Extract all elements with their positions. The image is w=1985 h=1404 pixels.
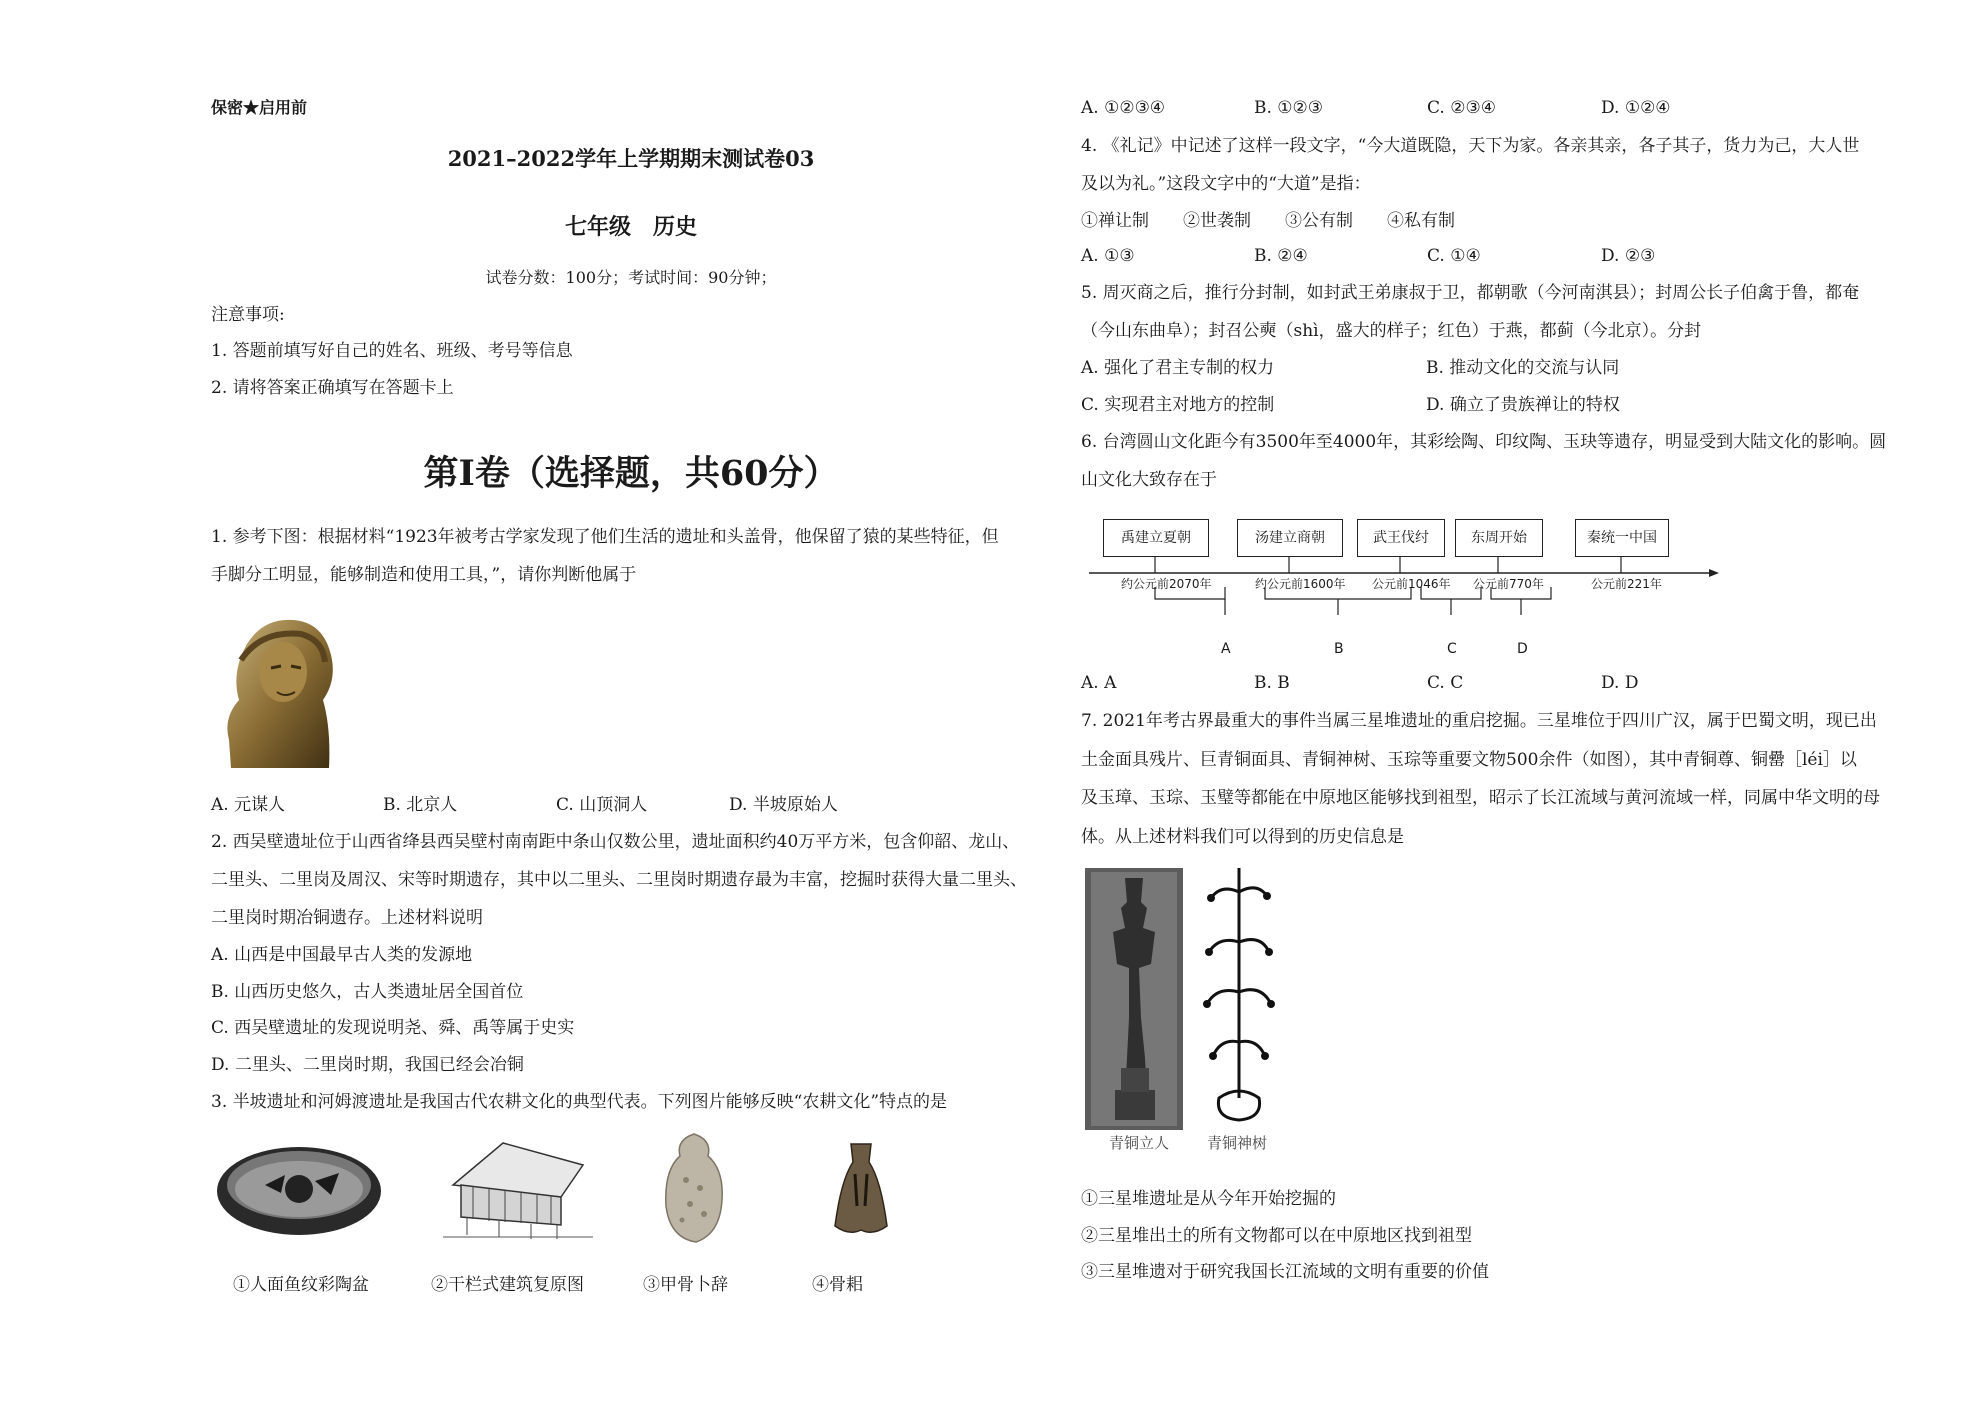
- q5-stem-line1: 5. 周灭商之后，推行分封制，如封武王弟康叔于卫，都朝歌（今河南淇县）；封周公长子伯禽于鲁，都奄: [1081, 283, 1860, 303]
- timeline-segment-c: C: [1447, 641, 1457, 657]
- q5-option-b: B. 推动文化的交流与认同: [1426, 358, 1620, 378]
- q1-option-c: C. 山顶洞人: [556, 795, 648, 815]
- q5-option-c: C. 实现君主对地方的控制: [1081, 395, 1275, 415]
- q1-option-a: A. 元谋人: [211, 795, 286, 815]
- notice-item-1: 1. 答题前填写好自己的姓名、班级、考号等信息: [211, 341, 573, 361]
- timeline-event-1: 禹建立夏朝: [1103, 519, 1209, 557]
- q3-caption-2: ②干栏式建筑复原图: [431, 1275, 584, 1295]
- q3-caption-4: ④骨耜: [812, 1275, 863, 1295]
- q5-option-a: A. 强化了君主专制的权力: [1081, 358, 1275, 378]
- q2-option-d: D. 二里头、二里岗时期，我国已经会冶铜: [211, 1055, 524, 1075]
- q4-items: ①禅让制 ②世袭制 ③公有制 ④私有制: [1081, 211, 1455, 231]
- q7-stem-line2: 土金面具残片、巨青铜面具、青铜神树、玉琮等重要文物500余件（如图），其中青铜尊、铜罍［léi］以: [1081, 750, 1857, 770]
- q3-option-c: C. ②③④: [1427, 98, 1496, 118]
- q4-stem-line2: 及以为礼。”这段文字中的“大道”是指：: [1081, 174, 1371, 194]
- q6-timeline: [1081, 515, 1721, 665]
- q1-option-b: B. 北京人: [383, 795, 458, 815]
- q6-option-b: B. B: [1254, 673, 1290, 693]
- q7-stem-line1: 7. 2021年考古界最重大的事件当属三星堆遗址的重启挖掘。三星堆位于四川广汉，属于巴蜀文明，现已出: [1081, 711, 1877, 731]
- q3-option-a: A. ①②③④: [1081, 98, 1166, 118]
- timeline-date-3: 公元前1046年: [1372, 577, 1451, 591]
- section-title: 第Ⅰ卷（选择题，共60分）: [423, 453, 839, 494]
- oracle-bone-image: [654, 1130, 734, 1245]
- q4-option-a: A. ①③: [1081, 246, 1135, 266]
- q1-stem-line2: 手脚分工明显，能够制造和使用工具，”，请你判断他属于: [211, 565, 637, 585]
- painted-pottery-basin-image: [215, 1145, 383, 1237]
- notice-item-2: 2. 请将答案正确填写在答题卡上: [211, 378, 454, 398]
- q7-stem-line3: 及玉璋、玉琮、玉璧等都能在中原地区能够找到祖型，昭示了长江流域与黄河流域一样，同属中华文明的母: [1081, 788, 1880, 808]
- q3-caption-3: ③甲骨卜辞: [643, 1275, 728, 1295]
- q6-stem-line1: 6. 台湾圆山文化距今有3500年至4000年，其彩绘陶、印纹陶、玉玦等遗存，明显受到大陆文化的影响。圆: [1081, 432, 1887, 452]
- q5-option-d: D. 确立了贵族禅让的特权: [1426, 395, 1620, 415]
- q3-caption-1: ①人面鱼纹彩陶盆: [233, 1275, 369, 1295]
- q3-option-b: B. ①②③: [1254, 98, 1324, 118]
- timeline-event-3: 武王伐纣: [1357, 519, 1445, 557]
- q7-caption-2: 青铜神树: [1207, 1134, 1268, 1152]
- peking-man-bust-image: [211, 600, 341, 768]
- secret-label: 保密★启用前: [211, 98, 308, 117]
- timeline-date-4: 公元前770年: [1473, 577, 1544, 591]
- bronze-standing-figure-image: [1085, 868, 1183, 1130]
- q6-option-d: D. D: [1601, 673, 1639, 693]
- stilt-house-image: [443, 1135, 593, 1240]
- notice-title: 注意事项:: [211, 305, 285, 325]
- q7-stem-line4: 体。从上述材料我们可以得到的历史信息是: [1081, 827, 1404, 847]
- timeline-segment-a: A: [1221, 641, 1231, 657]
- q6-option-c: C. C: [1427, 673, 1464, 693]
- q2-stem-line1: 2. 西吴壁遗址位于山西省绛县西吴壁村南南距中条山仅数公里，遗址面积约40万平方米，包含仰韶、龙山、: [211, 832, 1020, 852]
- q6-option-a: A. A: [1081, 673, 1117, 693]
- q2-stem-line3: 二里岗时期冶铜遗存。上述材料说明: [211, 908, 483, 928]
- timeline-date-5: 公元前221年: [1591, 577, 1662, 591]
- q4-stem-line1: 4. 《礼记》中记述了这样一段文字，“今大道既隐，天下为家。各亲其亲，各子其子，货力为己，大人世: [1081, 136, 1860, 156]
- bronze-sacred-tree-image: [1199, 862, 1279, 1124]
- q3-stem: 3. 半坡遗址和河姆渡遗址是我国古代农耕文化的典型代表。下列图片能够反映“农耕文化”特点的是: [211, 1092, 948, 1112]
- q6-stem-line2: 山文化大致存在于: [1081, 470, 1217, 490]
- bone-spade-image: [821, 1140, 901, 1240]
- q4-option-b: B. ②④: [1254, 246, 1308, 266]
- timeline-date-1: 约公元前2070年: [1121, 577, 1212, 591]
- q2-option-a: A. 山西是中国最早古人类的发源地: [211, 945, 473, 965]
- q2-stem-line2: 二里头、二里岗及周汉、宋等时期遗存，其中以二里头、二里岗时期遗存最为丰富，挖掘时获得大量二里头、: [211, 870, 1027, 890]
- q3-option-d: D. ①②④: [1601, 98, 1671, 118]
- q7-statement-2: ②三星堆出土的所有文物都可以在中原地区找到祖型: [1081, 1226, 1472, 1246]
- exam-subtitle: 七年级 历史: [564, 214, 697, 240]
- timeline-segment-b: B: [1334, 641, 1344, 657]
- timeline-event-5: 秦统一中国: [1575, 519, 1669, 557]
- q4-option-d: D. ②③: [1601, 246, 1656, 266]
- q1-option-d: D. 半坡原始人: [729, 795, 838, 815]
- timeline-event-4: 东周开始: [1455, 519, 1543, 557]
- timeline-date-2: 约公元前1600年: [1255, 577, 1346, 591]
- q4-option-c: C. ①④: [1427, 246, 1481, 266]
- q7-statement-1: ①三星堆遗址是从今年开始挖掘的: [1081, 1189, 1336, 1209]
- timeline-event-2: 汤建立商朝: [1237, 519, 1343, 557]
- exam-info: 试卷分数：100分；考试时间：90分钟；: [485, 268, 777, 287]
- q7-statement-3: ③三星堆遗对于研究我国长江流域的文明有重要的价值: [1081, 1262, 1489, 1282]
- q2-option-b: B. 山西历史悠久，古人类遗址居全国首位: [211, 982, 524, 1002]
- q1-stem-line1: 1. 参考下图：根据材料“1923年被考古学家发现了他们生活的遗址和头盖骨，他保留了猿的某些特征，但: [211, 527, 999, 547]
- timeline-segment-d: D: [1517, 641, 1528, 657]
- q7-caption-1: 青铜立人: [1109, 1134, 1170, 1152]
- q2-option-c: C. 西吴壁遗址的发现说明尧、舜、禹等属于史实: [211, 1018, 575, 1038]
- exam-title: 2021–2022学年上学期期末测试卷03: [447, 146, 815, 171]
- q5-stem-line2: （今山东曲阜）；封召公奭（shì，盛大的样子；红色）于燕，都蓟（今北京）。分封: [1081, 321, 1702, 341]
